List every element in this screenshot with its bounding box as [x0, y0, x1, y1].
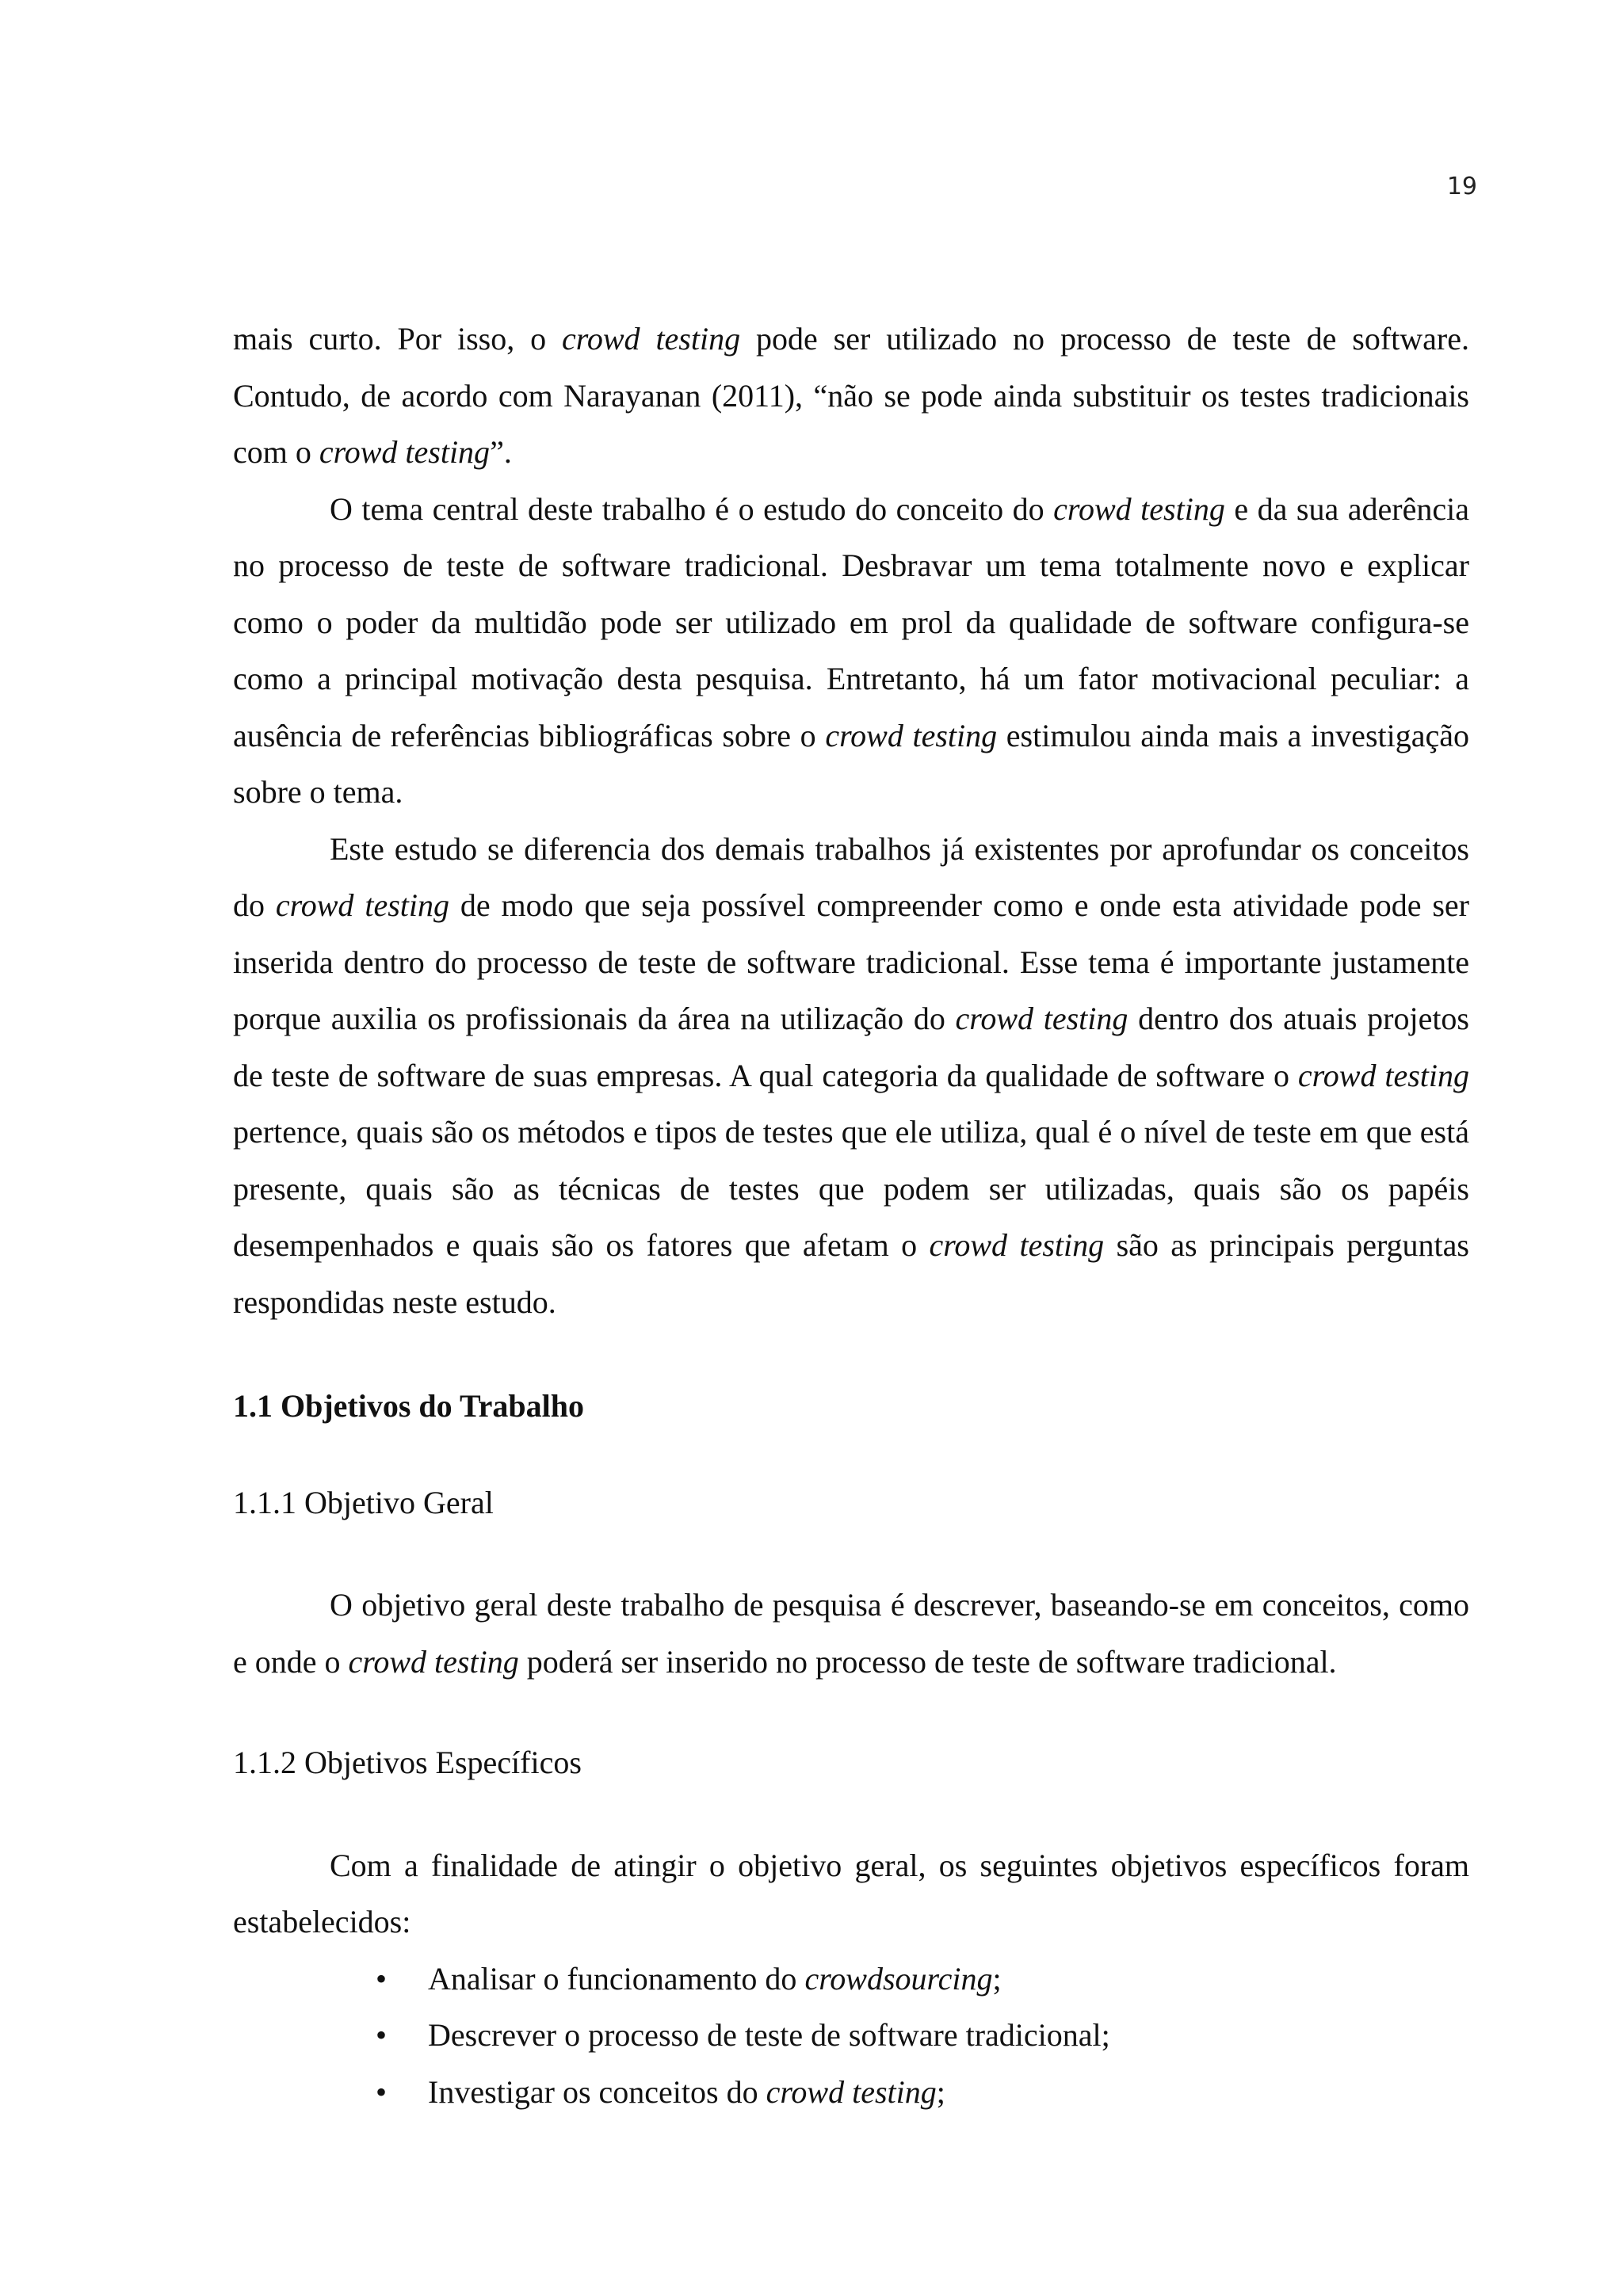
text-run: de modo que seja possível compreender como e onde esta atividade pode ser inserida dentro do processo de teste de software tradicional. Esse tema é importante justamente porque auxilia os profissionais da área na utilização do	[233, 887, 1470, 1036]
text-run: pertence, quais são os métodos e tipos de testes que ele utiliza, qual é o nível de teste em que está presente, quais são as técnicas de testes que podem ser utilizadas, quais são os papéis desempenhados e quais são os fatores que afetam o	[233, 1114, 1469, 1263]
text-run: mais curto. Por isso, o	[233, 321, 563, 357]
italic-term: crowd testing	[955, 1001, 1128, 1036]
list-item-end: ;	[936, 2073, 945, 2110]
italic-term: crowd testing	[562, 321, 741, 357]
list-item-end: ;	[992, 1960, 1002, 1997]
paragraph-differentiation	[233, 821, 1469, 1331]
page-content	[233, 311, 1469, 2120]
text-run: Este estudo se diferencia dos demais trabalhos já existentes por aprofundar os conceitos do	[233, 830, 1469, 923]
italic-term: crowd testing	[275, 887, 449, 923]
bullet-icon: •	[376, 1960, 388, 1997]
objectives-list	[233, 1951, 1469, 2121]
text-run: poderá ser inserido no processo de teste de software tradicional.	[518, 1643, 1337, 1680]
italic-term: crowd testing	[825, 717, 998, 753]
text-run: ”.	[490, 434, 512, 470]
page-number: 19	[1446, 173, 1477, 200]
list-item-text: Descrever o processo de teste de software tradicional;	[428, 2017, 1110, 2053]
italic-term: crowd testing	[1297, 1057, 1469, 1093]
paragraph-continuation	[233, 311, 1469, 481]
italic-term: crowd testing	[1053, 490, 1225, 527]
list-item-text: Investigar os conceitos do	[428, 2073, 766, 2110]
text-run: O objetivo geral deste trabalho de pesquisa é descrever, baseando-se em conceitos, como e onde o	[233, 1587, 1469, 1680]
bullet-icon: •	[376, 2073, 388, 2110]
text-run: são as principais perguntas respondidas neste estudo.	[233, 1227, 1469, 1320]
section-heading: 1.1 Objetivos do Trabalho	[233, 1388, 585, 1424]
list-item	[233, 1951, 1469, 2008]
subheading-specific-objectives: 1.1.2 Objetivos Específicos	[233, 1745, 582, 1780]
text-run: e da sua aderência no processo de teste de software tradicional. Desbravar um tema totalmente novo e explicar como o poder da multidão pode ser utilizado em prol da qualidade de software configura-se como a principal motivação desta pesquisa. Entretanto, há um fator motivacional peculiar: a ausência de referências bibliográficas sobre o	[233, 490, 1469, 753]
list-item	[233, 2064, 1469, 2121]
subheading-general-objective: 1.1.1 Objetivo Geral	[233, 1484, 494, 1520]
bullet-icon: •	[376, 2017, 388, 2053]
text-run: dentro dos atuais projetos de teste de software de suas empresas. A qual categoria da qualidade de software o	[233, 1001, 1469, 1093]
italic-term: crowd testing	[929, 1227, 1105, 1263]
text-run: estimulou ainda mais a investigação sobre o tema.	[233, 717, 1469, 810]
list-item-text: Analisar o funcionamento do	[428, 1960, 805, 1997]
paragraph-general-objective	[233, 1577, 1469, 1690]
italic-term: crowd testing	[319, 434, 491, 470]
list-item	[233, 2007, 1469, 2064]
paragraph-theme	[233, 481, 1469, 821]
italic-term: crowdsourcing	[804, 1960, 993, 1997]
text-run: pode ser utilizado no processo de teste de software. Contudo, de acordo com Narayanan (2011), “não se pode ainda substituir os testes tradicionais com o	[233, 321, 1470, 470]
italic-term: crowd testing	[348, 1643, 519, 1680]
italic-term: crowd testing	[766, 2073, 937, 2110]
paragraph-specific-objectives: Com a finalidade de atingir o objetivo geral, os seguintes objetivos específicos foram estabelecidos:	[233, 1847, 1469, 1939]
text-run: O tema central deste trabalho é o estudo do conceito do	[330, 490, 1054, 527]
